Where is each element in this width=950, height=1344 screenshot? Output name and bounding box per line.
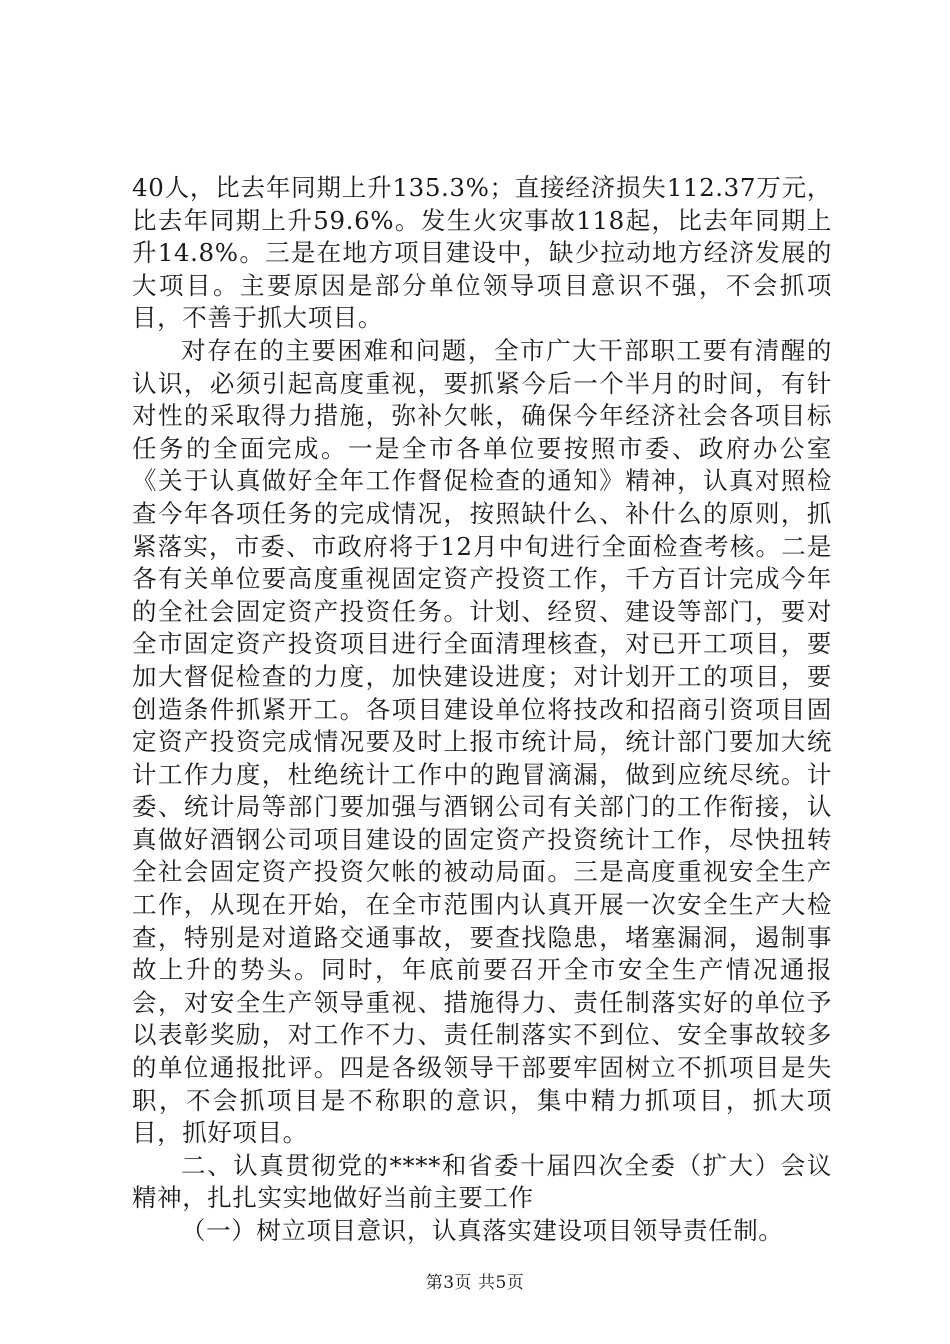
section-heading-two: 二、认真贯彻党的****和省委十届四次全委（扩大）会议精神，扎扎实实地做好当前主要工作 xyxy=(132,1150,832,1213)
paragraph-problems-measures: 对存在的主要困难和问题，全市广大干部职工要有清醒的认识，必须引起高度重视，要抓紧今后一个半月的时间，有针对性的采取得力措施，弥补欠帐，确保今年经济社会各项目标任务的全面完成。一是全市各单位要按照市委、政府办公室《关于认真做好全年工作督促检查的通知》精神，认真对照检查今年各项任务的完成情况，按照缺什么、补什么的原则，抓紧落实，市委、市政府将于12月中旬进行全面检查考核。二是各有关单位要高度重视固定资产投资工作，千方百计完成今年的全社会固定资产投资任务。计划、经贸、建设等部门，要对全市固定资产投资项目进行全面清理核查，对已开工项目，要加大督促检查的力度，加快建设进度；对计划开工的项目，要创造条件抓紧开工。各项目建设单位将技改和招商引资项目固定资产投资完成情况要及时上报市统计局，统计部门要加大统计工作力度，杜绝统计工作中的跑冒滴漏，做到应统尽统。计委、统计局等部门要加强与酒钢公司有关部门的工作衔接，认真做好酒钢公司项目建设的固定资产投资统计工作，尽快扭转全社会固定资产投资欠帐的被动局面。三是高度重视安全生产工作，从现在开始，在全市范围内认真开展一次安全生产大检查，特别是对道路交通事故，要查找隐患，堵塞漏洞，遏制事故上升的势头。同时，年底前要召开全市安全生产情况通报会，对安全生产领导重视、措施得力、责任制落实好的单位予以表彰奖励，对工作不力、责任制落实不到位、安全事故较多的单位通报批评。四是各级领导干部要牢固树立不抓项目是失职，不会抓项目是不称职的意识，集中精力抓项目，抓大项目，抓好项目。 xyxy=(132,335,832,1148)
page-number-footer: 第3页 共5页 xyxy=(425,1273,525,1293)
paragraph-continuation: 40人，比去年同期上升135.3%；直接经济损失112.37万元，比去年同期上升59.6%。发生火灾事故118起，比去年同期上升14.8%。三是在地方项目建设中，缺少拉动地方经济发展的大项目。主要原因是部分单位领导项目意识不强，不会抓项目，不善于抓大项目。 xyxy=(132,173,832,333)
document-body xyxy=(132,172,832,1248)
subsection-heading-one: （一）树立项目意识，认真落实建设项目领导责任制。 xyxy=(181,1216,784,1245)
